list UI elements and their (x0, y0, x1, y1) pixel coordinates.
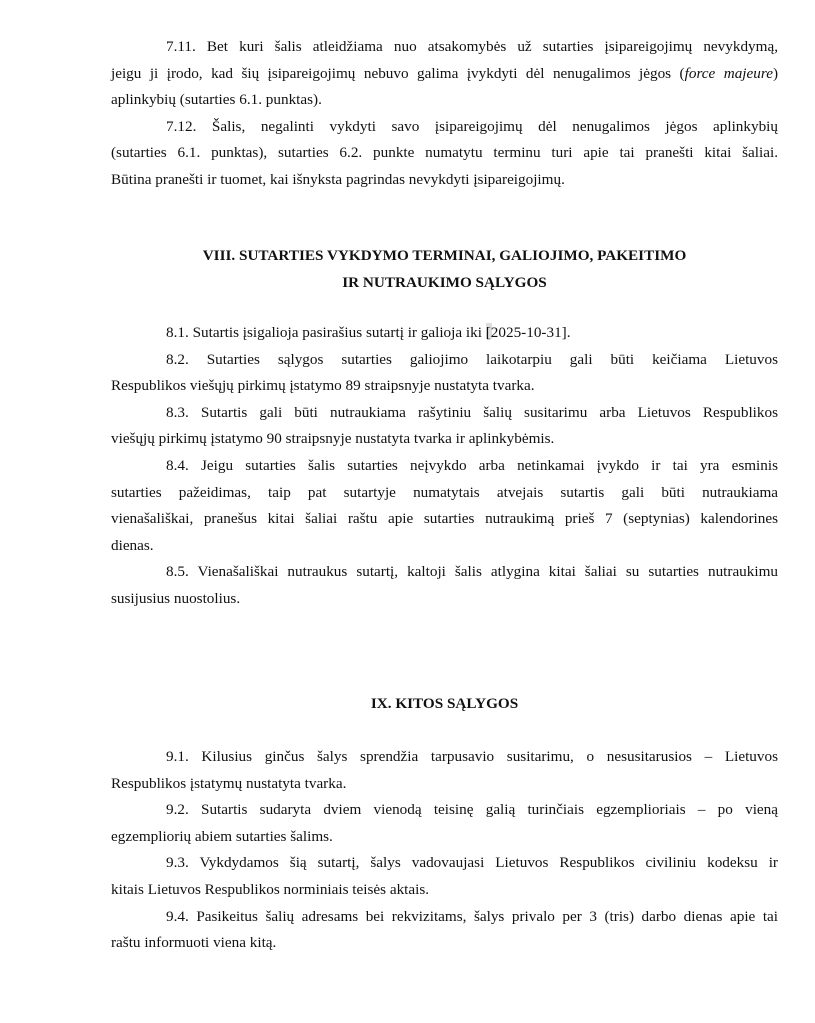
section-8-heading (111, 243, 778, 296)
paragraph (111, 744, 778, 797)
text-line: 8.3. Sutartis gali būti nutraukiama rašytiniu šalių susitarimu arba Lietuvos Respublikos (166, 403, 778, 421)
text-line: vienašališkai, pranešus kitai šaliai raštu apie sutarties nutraukimą prieš 7 (septynias) kalendorines (111, 510, 778, 528)
heading-line: VIII. SUTARTIES VYKDYMO TERMINAI, GALIOJIMO, PAKEITIMO (202, 247, 687, 264)
section-9 (111, 744, 778, 957)
text-line: Būtina pranešti ir tuomet, kai išnyksta pagrindas nevykdyti įsipareigojimų. (111, 170, 565, 188)
text-line: viešųjų pirkimų įstatymo 90 straipsnyje nustatyta tvarka ir aplinkybėmis. (111, 430, 555, 448)
heading-line: IX. KITOS SĄLYGOS (370, 695, 519, 712)
text-line: 9.3. Vykdydamos šią sutartį, šalys vadovaujasi Lietuvos Respublikos civiliniu kodeksu ir (166, 854, 778, 872)
text-line: 9.4. Pasikeitus šalių adresams bei rekvizitams, šalys privalo per 3 (tris) darbo dienas apie tai (166, 907, 778, 925)
section-7 (111, 34, 778, 194)
paragraph (111, 797, 778, 850)
text-line: Respublikos viešųjų pirkimų įstatymo 89 straipsnyje nustatyta tvarka. (111, 377, 535, 395)
section-9-heading (111, 691, 778, 718)
text-line: 9.1. Kilusius ginčus šalys sprendžia tarpusavio susitarimu, o nesusitarusios – Lietuvos (166, 748, 778, 765)
paragraph-7-12 (111, 114, 778, 194)
text-line: 8.5. Vienašališkai nutraukus sutartį, kaltoji šalis atlygina kitai šaliai su sutarties nutraukimu (166, 563, 778, 581)
text-line: 8.2. Sutarties sąlygos sutarties galiojimo laikotarpiu gali būti keičiama Lietuvos (166, 350, 778, 368)
text-line: raštu informuoti viena kitą. (111, 934, 277, 952)
paragraph (111, 400, 778, 453)
text-line: kitais Lietuvos Respublikos norminiais teisės aktais. (111, 880, 430, 898)
heading-line: IR NUTRAUKIMO SĄLYGOS (342, 273, 547, 291)
text-line: dienas. (111, 536, 154, 554)
paragraph-8-1: 8.1. Sutartis įsigalioja pasirašius sutartį ir galioja iki [2025-10-31]. (166, 324, 571, 341)
section-8 (111, 320, 778, 613)
paragraph (111, 850, 778, 903)
validity-date[interactable]: [2025-10-31]. (485, 324, 571, 341)
text-line: 7.11. Bet kuri šalis atleidžiama nuo atsakomybės už sutarties įsipareigojimų nevykdymą, (166, 38, 778, 55)
paragraph (111, 559, 778, 612)
text-line: egzempliorių abiem sutarties šalims. (111, 827, 333, 845)
paragraph (111, 453, 778, 559)
paragraph (111, 347, 778, 400)
italic-term: force majeure (684, 64, 773, 82)
text-line: sutarties pažeidimas, taip pat sutartyje numatytais atvejais sutartis gali būti nutraukiama (111, 483, 778, 501)
text-line: 8.4. Jeigu sutarties šalis sutarties neįvykdo arba netinkamai įvykdo ir tai yra esminis (166, 456, 778, 474)
text-line: Respublikos įstatymų nustatyta tvarka. (111, 774, 347, 792)
text-line: 9.2. Sutartis sudaryta dviem vienodą teisinę galią turinčiais egzemplioriais – po vieną (166, 801, 778, 819)
text-line: susijusius nuostolius. (111, 589, 241, 607)
text-line: (sutarties 6.1. punktas), sutarties 6.2. punkte numatytu terminu turi apie tai pranešti kitai šaliai. (111, 144, 778, 162)
paragraph (111, 904, 778, 957)
text-line: 7.12. Šalis, negalinti vykdyti savo įsipareigojimų dėl nenugalimos jėgos aplinkybių (166, 117, 778, 135)
text-line: aplinkybių (sutarties 6.1. punktas). (111, 91, 322, 109)
paragraph-7-11 (111, 34, 778, 114)
text-line: jeigu ji įrodo, kad šių įsipareigojimų nebuvo galima įvykdyti dėl nenugalimos jėgos (force majeure) (111, 64, 778, 82)
